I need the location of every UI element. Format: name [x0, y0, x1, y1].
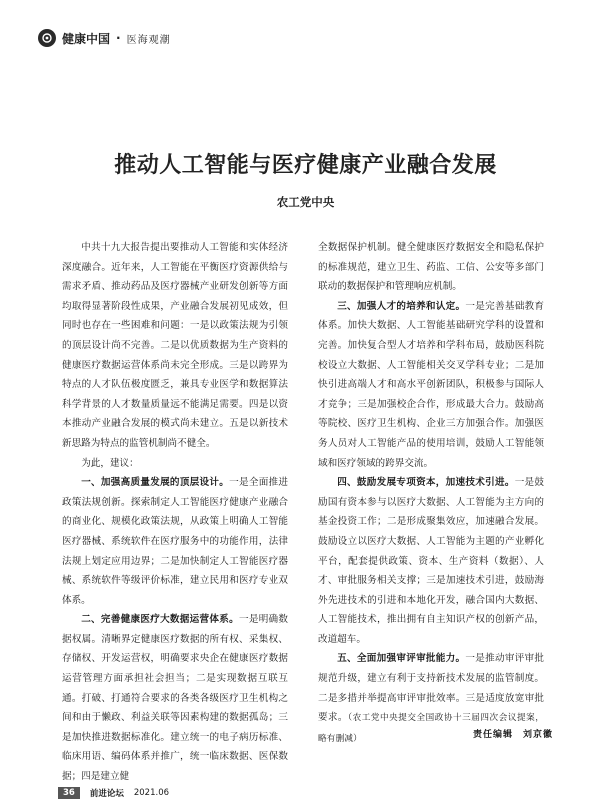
paragraph: [62, 238, 288, 454]
paragraph: [62, 473, 288, 610]
paragraph-text: 中共十九大报告提出要推动人工智能和实体经济深度融合。近年来，人工智能在平衡医疗资源供给与需求矛盾、推动药品及医疗器械产业研发创新等方面均取得显著阶段性成果，产业融合发展初见成效，但同时也存在一些困难和问题：一是以政策法规为引领的顶层设计尚不完善。二是以优质数据为生产资料的健康医疗数据运营体系尚未完全形成。三是以跨界为特点的人才队伍极度匮乏，兼具专业医学和数据算法科学背景的人才数量质量远不能满足需要。四是以资本推动产业融合发展的模式尚未建立。五是以新技术新思路为特点的监管机制尚不健全。: [62, 242, 288, 449]
paragraph: [318, 297, 544, 473]
column-name: 医海观潮: [126, 34, 171, 46]
article-author: 农工党中央: [276, 195, 335, 209]
section-heading: 四、鼓励发展专项资本，加速技术引进。: [337, 477, 515, 489]
brand-name: 健康中国: [62, 31, 111, 46]
left-column: [62, 238, 288, 787]
section-heading: 一、加强高质量发展的顶层设计。: [81, 477, 230, 489]
paragraph-text: 一是完善基础教育体系。加快大数据、人工智能基础研究学科的设置和完善。加快复合型人才培养和学科布局，鼓励医科院校设立大数据、人工智能相关交叉学科专业；二是加快引进高端人才和高水平创新团队，积极参与国际人才竞争；三是加强校企合作，形成最大合力。鼓励高等院校、医疗卫生机构、企业三方加强合作。加强医务人员对人工智能产品的使用培训，鼓励人工智能领域和医疗领域的跨界交流。: [318, 300, 545, 469]
responsible-editor: 责任编辑 刘京徽: [472, 730, 553, 740]
paragraph: [318, 473, 544, 649]
paragraph: [62, 610, 288, 786]
paragraph-text: 一是明确数据权属。清晰界定健康医疗数据的所有权、采集权、存储权、开发运营权，明确要求央企在健康医疗数据运营管理方面承担社会担当；二是实现数据互联互通。打破、打通符合要求的各类各级医疗卫生机构之间和由于懒政、利益关联等因素构建的数据孤岛；三是加快推进数据标准化。建立统一的电子病历标准、临床用语、编码体系并推广，统一临床数据、医保数据；四是建立健: [62, 614, 289, 783]
journal-name: 前进论坛: [89, 789, 124, 799]
page-number: 36: [58, 787, 80, 799]
issue-number: 2021.06: [133, 788, 170, 798]
right-column: [318, 238, 544, 749]
article-title: 推动人工智能与医疗健康产业融合发展: [114, 153, 497, 178]
paragraph-text: 全数据保护机制。健全健康医疗数据安全和隐私保护的标准规范，建立卫生、药监、工信、公安等多部门联动的数据保护和管理响应机制。: [318, 242, 544, 293]
brand-separator: ·: [116, 31, 121, 45]
page-footer: [58, 786, 169, 800]
section-heading: 三、加强人才的培养和认定。: [337, 300, 466, 312]
paragraph-text: 一是推动审评审批规范升级，建立有利于支持新技术发展的监管制度。二是多措并举提高审评审批效率。三是适度放宽审批要求。: [318, 653, 545, 724]
paragraph-text: 一是鼓励国有资本参与以医疗大数据、人工智能为主方向的基金投资工作；二是形成聚集效应，加速融合发展。鼓励设立以医疗大数据、人工智能为主题的产业孵化平台，配套提供政策、资本、生产资料（数据）、人才、审批服务相关支撑；三是加速技术引进，鼓励海外先进技术的引进和本地化开发，融合国内大数据、人工智能技术，推出拥有自主知识产权的创新产品，改道超车。: [318, 477, 545, 645]
paragraph-text: 为此，建议：: [81, 457, 139, 469]
paragraph: [62, 454, 288, 474]
source-note: （农工党中央提交全国政协十三届四次会议提案，略有删减）: [318, 713, 545, 744]
section-heading: 二、完善健康医疗大数据运营体系。: [81, 614, 239, 626]
health-china-logo-icon: [38, 29, 56, 47]
paragraph-text: 一是全面推进政策法规创新。探索制定人工智能医疗健康产业融合的商业化、规模化政策法规，从政策上明确人工智能医疗器械、系统软件在医疗服务中的功能作用，法律法规上划定应用边界；二是加快制定人工智能医疗器械、系统软件等级评价标准，建立民用和医疗专业双体系。: [62, 477, 289, 606]
paragraph: [318, 238, 544, 297]
section-heading: 五、全面加强审评审批能力。: [337, 653, 466, 665]
masthead: [38, 28, 171, 48]
